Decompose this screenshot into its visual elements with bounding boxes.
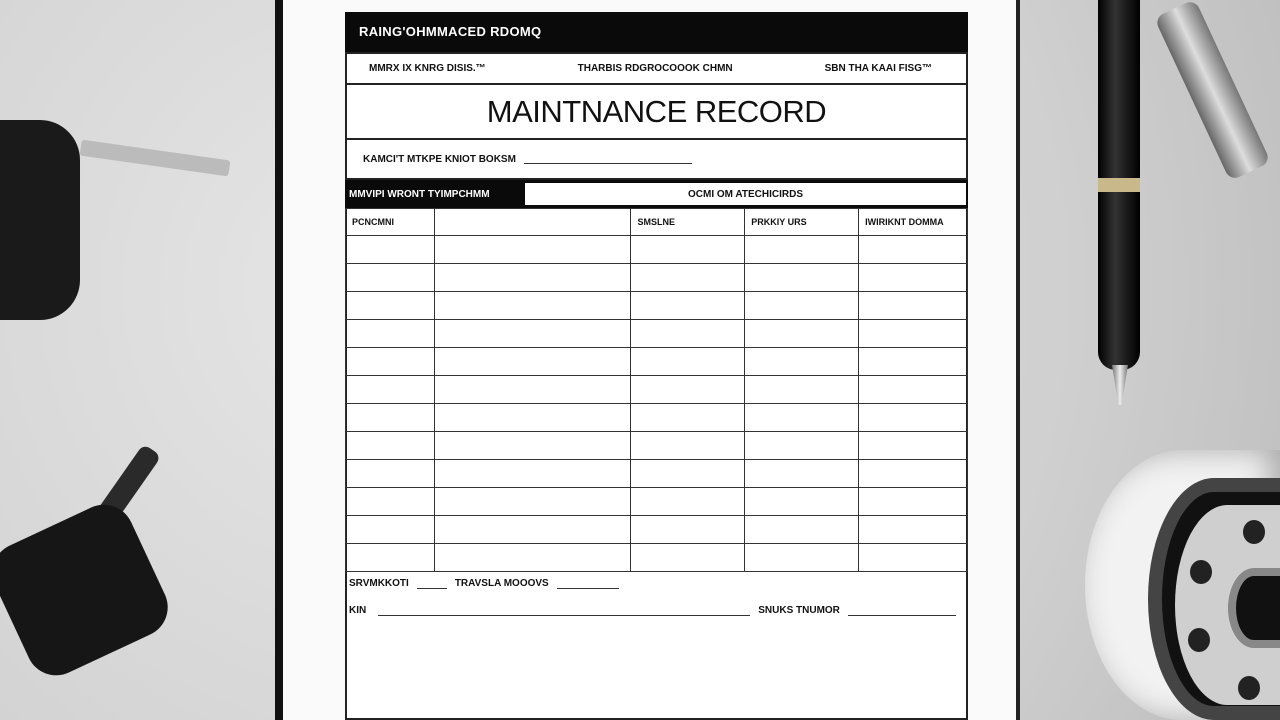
column-header: PCNCMNI <box>346 209 435 236</box>
footer-label: SRVMKKOTI <box>349 578 409 589</box>
table-cell[interactable] <box>631 432 745 460</box>
filter-hole <box>1190 560 1212 584</box>
table-cell[interactable] <box>631 264 745 292</box>
table-cell[interactable] <box>434 404 631 432</box>
key-blade-icon <box>80 140 231 177</box>
table-cell[interactable] <box>346 544 435 572</box>
table-cell[interactable] <box>631 460 745 488</box>
table-cell[interactable] <box>859 432 968 460</box>
table-cell[interactable] <box>434 292 631 320</box>
table-cell[interactable] <box>859 404 968 432</box>
table-cell[interactable] <box>434 488 631 516</box>
table-cell[interactable] <box>346 320 435 348</box>
table-cell[interactable] <box>434 236 631 264</box>
table-cell[interactable] <box>859 348 968 376</box>
table-cell[interactable] <box>859 264 968 292</box>
table-row <box>346 264 968 292</box>
table-cell[interactable] <box>346 432 435 460</box>
table-cell[interactable] <box>745 460 859 488</box>
table-cell[interactable] <box>745 544 859 572</box>
table-cell[interactable] <box>631 516 745 544</box>
table-cell[interactable] <box>745 236 859 264</box>
table-cell[interactable] <box>434 348 631 376</box>
column-header: PRKKIY URS <box>745 209 859 236</box>
table-row <box>346 460 968 488</box>
table-row <box>346 376 968 404</box>
filter-hole <box>1243 520 1265 544</box>
footer-label: TRAVSLA MOOOVS <box>454 578 549 589</box>
table-cell[interactable] <box>745 292 859 320</box>
car-key-fob-icon <box>0 120 80 320</box>
filter-center <box>1228 568 1280 648</box>
form-header-bar: RAING'OHMMACED RDOMQ <box>345 12 968 52</box>
pen-tip <box>1112 365 1128 405</box>
table-cell[interactable] <box>434 516 631 544</box>
footer-label: SNUKS TNUMOR <box>758 605 840 616</box>
table-cell[interactable] <box>346 236 435 264</box>
table-row <box>346 320 968 348</box>
table-cell[interactable] <box>631 348 745 376</box>
table-cell[interactable] <box>631 404 745 432</box>
table-cell[interactable] <box>631 544 745 572</box>
table-cell[interactable] <box>745 320 859 348</box>
table-cell[interactable] <box>434 264 631 292</box>
table-row <box>346 292 968 320</box>
table-row <box>346 544 968 572</box>
footer-input-line[interactable] <box>557 579 619 589</box>
table-cell[interactable] <box>631 236 745 264</box>
maintenance-table <box>345 208 968 572</box>
table-row <box>346 236 968 264</box>
column-header: IWIRIKNT DOMMA <box>859 209 968 236</box>
table-cell[interactable] <box>859 376 968 404</box>
table-cell[interactable] <box>346 488 435 516</box>
section-header <box>345 180 968 208</box>
vehicle-label: KAMCI'T MTKPE KNIOT BOKSM <box>363 153 516 165</box>
filter-hole <box>1188 628 1210 652</box>
table-row <box>346 404 968 432</box>
table-cell[interactable] <box>346 404 435 432</box>
table-cell[interactable] <box>346 292 435 320</box>
page-title: MAINTNANCE RECORD <box>345 85 968 140</box>
table-cell[interactable] <box>745 376 859 404</box>
table-cell[interactable] <box>346 376 435 404</box>
footer-input-line[interactable] <box>417 579 447 589</box>
table-cell[interactable] <box>859 320 968 348</box>
table-cell[interactable] <box>434 460 631 488</box>
footer-input-line[interactable] <box>378 606 750 616</box>
subheader-left: MMRX IX KNRG DISIS.™ <box>369 63 486 74</box>
table-cell[interactable] <box>631 320 745 348</box>
column-header <box>434 209 631 236</box>
footer-row-2 <box>349 605 956 616</box>
table-cell[interactable] <box>745 488 859 516</box>
table-cell[interactable] <box>434 376 631 404</box>
table-cell[interactable] <box>859 544 968 572</box>
filter-hole <box>1238 676 1260 700</box>
table-cell[interactable] <box>859 516 968 544</box>
table-cell[interactable] <box>346 348 435 376</box>
table-cell[interactable] <box>346 264 435 292</box>
footer-row-1 <box>349 578 619 589</box>
table-cell[interactable] <box>434 320 631 348</box>
table-cell[interactable] <box>434 432 631 460</box>
table-cell[interactable] <box>859 460 968 488</box>
form-subheader <box>345 52 968 85</box>
table-cell[interactable] <box>631 376 745 404</box>
table-cell[interactable] <box>745 404 859 432</box>
pen-band <box>1098 178 1140 192</box>
table-cell[interactable] <box>745 348 859 376</box>
table-cell[interactable] <box>346 516 435 544</box>
table-cell[interactable] <box>434 544 631 572</box>
table-row <box>346 488 968 516</box>
table-header-row <box>346 209 968 236</box>
table-cell[interactable] <box>745 264 859 292</box>
subheader-right: SBN THA KAAI FISG™ <box>824 63 932 74</box>
section-right-label: OCMI OM ATECHICIRDS <box>525 183 966 205</box>
wrench-icon <box>1154 0 1271 181</box>
table-row <box>346 516 968 544</box>
table-cell[interactable] <box>631 292 745 320</box>
footer-input-line[interactable] <box>848 606 956 616</box>
table-cell[interactable] <box>859 236 968 264</box>
table-cell[interactable] <box>745 432 859 460</box>
table-row <box>346 348 968 376</box>
car-key-fob-icon <box>0 495 178 685</box>
table-cell[interactable] <box>631 488 745 516</box>
vehicle-field-row <box>345 140 968 180</box>
column-header: SMSLNE <box>631 209 745 236</box>
table-row <box>346 432 968 460</box>
footer-label: KIN <box>349 605 367 616</box>
table-cell[interactable] <box>745 516 859 544</box>
table-cell[interactable] <box>859 292 968 320</box>
table-cell[interactable] <box>346 460 435 488</box>
subheader-center: THARBIS RDGROCOOOK CHMN <box>577 63 733 74</box>
vehicle-input-line[interactable] <box>524 154 692 164</box>
table-cell[interactable] <box>859 488 968 516</box>
section-left-label: MMVIPI WRONT TYIMPCHMM <box>349 188 490 200</box>
